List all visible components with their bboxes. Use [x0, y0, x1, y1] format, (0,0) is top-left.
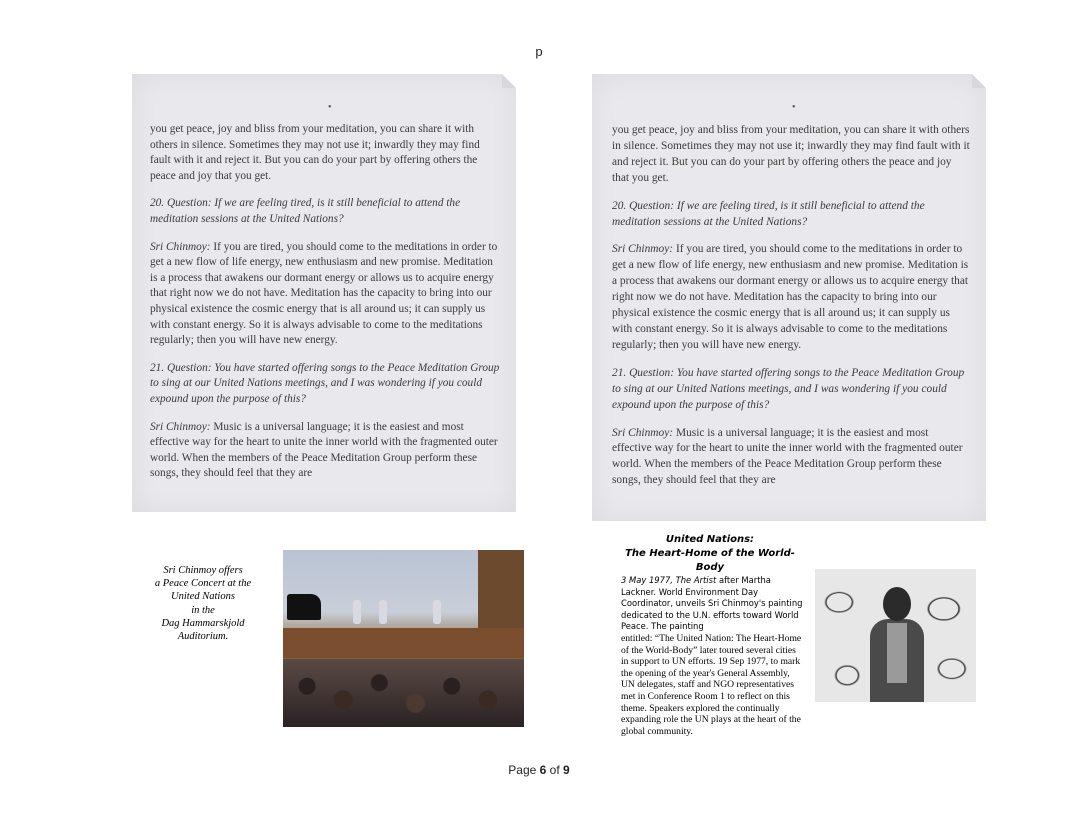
un-date-rest: after Martha Lackner. World Environment Day Coordinator, unveils Sri Chinmoy's painting dedicated to the U.N. efforts toward World Peace. The painting: [621, 575, 803, 632]
person-shirt-shape: [887, 623, 907, 683]
answer-21: [150, 420, 502, 482]
question-21: 21. Question: You have started offering songs to the Peace Meditation Group to sing at our United Nations meetings, and I was wondering if you could expound upon the purpose of this?: [150, 361, 500, 405]
un-description-block: [621, 533, 805, 737]
photo-wall: [478, 550, 524, 630]
answer-20: [150, 240, 502, 349]
footer-current-page: 6: [539, 763, 547, 777]
footer-total-pages: 9: [563, 763, 570, 777]
un-date-italic: 3 May 1977, The Artist: [621, 575, 717, 585]
question-20: 20. Question: If we are feeling tired, is it still beneficial to attend the meditation sessions at the United Nations?: [150, 197, 461, 225]
un-title-line2: The Heart-Home of the World-Body: [625, 548, 795, 573]
audience-shape: [283, 659, 524, 727]
speaker-label: Sri Chinmoy:: [150, 240, 211, 253]
un-description-sans: [621, 575, 805, 633]
concert-photo-caption: Sri Chinmoy offers a Peace Concert at the United Nations in the Dag Hammarskjold Auditorium.: [154, 565, 252, 643]
question-21: 21. Question: You have started offering songs to the Peace Meditation Group to sing at our United Nations meetings, and I was wondering if you could expound upon the purpose of this?: [612, 366, 965, 411]
performer-shape: [433, 600, 441, 624]
answer-text: Music is a universal language; it is the easiest and most effective way for the heart to unite the inner world with the fragmented outer world. When the members of the Peace Meditation Group perform these songs, they should feel that they are: [150, 420, 498, 480]
page-top-mark: p: [535, 44, 543, 59]
scanned-text-left: [150, 122, 502, 494]
performer-shape: [379, 600, 387, 624]
answer-20: [612, 242, 970, 353]
un-title-line1: United Nations:: [665, 534, 755, 545]
concert-photo: [283, 550, 524, 727]
un-description-serif: entitled: “The United Nation: The Heart-Home of the World-Body” later toured several cities in support to UN efforts. 19 Sep 1977, to mark the opening of the year's General Assembly, UN delegates, staff and NGO representatives met in Conference Room 1 to reflect on this theme. Speakers explored the continually expanding role the UN plays at the heart of the global community.: [621, 632, 802, 737]
speaker-label: Sri Chinmoy:: [612, 426, 674, 439]
page-corner-fold: [972, 74, 986, 88]
answer-21: [612, 426, 970, 490]
speaker-label: Sri Chinmoy:: [150, 420, 211, 433]
person-head-shape: [883, 587, 911, 621]
question-20: 20. Question: If we are feeling tired, is it still beneficial to attend the meditation sessions at the United Nations?: [612, 199, 925, 228]
performer-shape: [353, 600, 361, 624]
scanned-page-right: [592, 74, 986, 521]
paragraph: you get peace, joy and bliss from your meditation, you can share it with others in silence. Sometimes they may not use it; inwardly they may find fault with it and reject it. But you can do your part by offering others the peace and joy that you get.: [612, 124, 970, 184]
footer-middle: of: [546, 763, 564, 777]
page-dot: •: [328, 102, 332, 113]
piano-shape: [287, 594, 321, 620]
scanned-page-left: [132, 74, 516, 512]
page-number-footer: [0, 763, 1078, 777]
answer-text: If you are tired, you should come to the meditations in order to get a new flow of life energy, new enthusiasm and new promise. Meditation is a process that awakens our dormant energy or allows us to acquire energy that right now we do not have. Meditation has the capacity to bring into our physical existence the cosmic energy that is all around us; it can supply us with constant energy. So it is always advisable to come to the meditations regularly; then you will have new energy.: [150, 240, 498, 347]
page-corner-fold: [502, 74, 516, 88]
answer-text: If you are tired, you should come to the meditations in order to get a new flow of life energy, new enthusiasm and new promise. Meditation is a process that awakens our dormant energy or allows us to acquire energy that right now we do not have. Meditation has the capacity to bring into our physical existence the cosmic energy that is all around us; it can supply us with constant energy. So it is always advisable to come to the meditations regularly; then you will have new energy.: [612, 243, 969, 351]
footer-prefix: Page: [508, 763, 540, 777]
scanned-text-right: [612, 123, 970, 501]
painting-unveiling-photo: [815, 569, 976, 702]
page-dot: •: [792, 102, 796, 113]
photo-stage: [283, 628, 524, 658]
paragraph: you get peace, joy and bliss from your meditation, you can share it with others in silence. Sometimes they may not use it; inwardly they may find fault with it and reject it. But you can do your part by offering others the peace and joy that you get.: [150, 123, 480, 182]
speaker-label: Sri Chinmoy:: [612, 243, 674, 256]
answer-text: Music is a universal language; it is the easiest and most effective way for the heart to unite the inner world with the fragmented outer world. When the members of the Peace Meditation Group perform these songs, they should feel that they are: [612, 426, 963, 487]
